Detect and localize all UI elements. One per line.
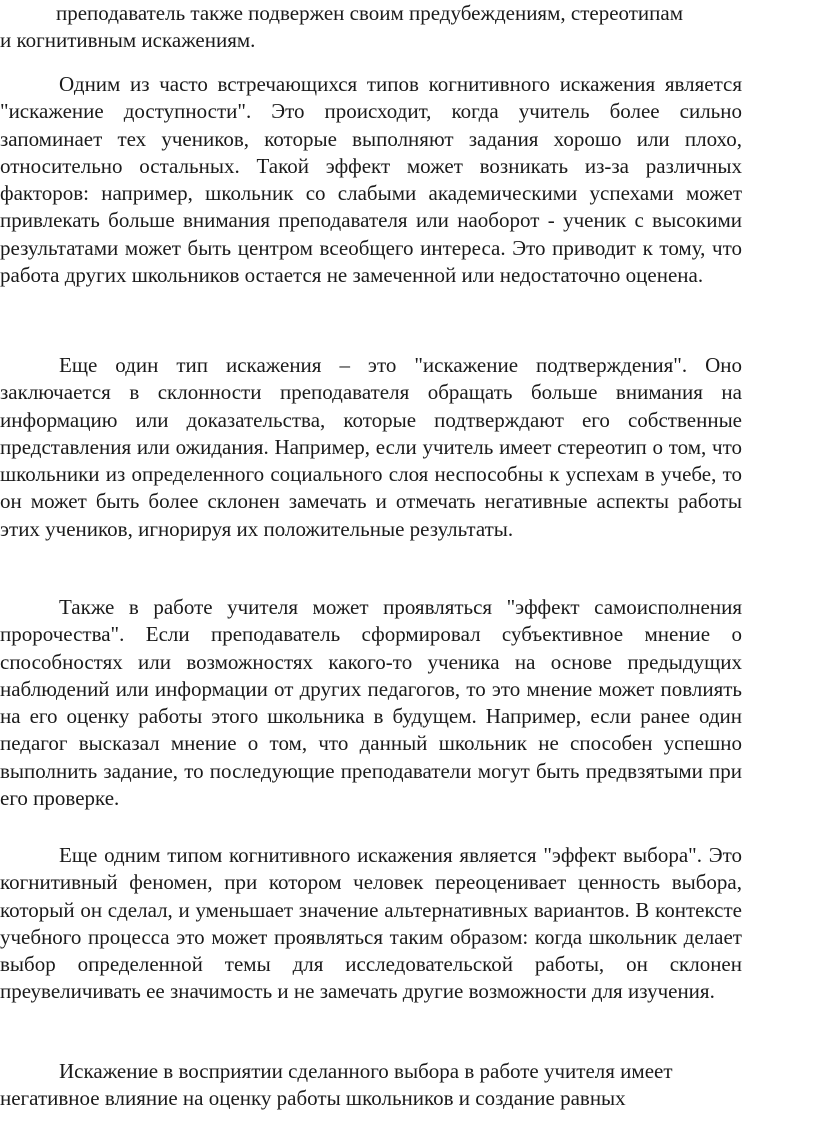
paragraph-self-fulfilling-prophecy: Также в работе учителя может проявляться "эффект самоисполнения пророчества". Если преподаватель сформировал субъективное мнение о способностях или возможностях какого-то ученика на основе предыдущих наблюдений или информации от других педагогов, то это мнение может повлиять на его оценку работы этого школьника в будущем. Например, если ранее один педагог высказал мнение о том, что данный школьник не способен успешно выполнить задание, то последующие преподаватели могут быть предвзятыми при его проверке. <box>0 595 742 811</box>
paragraph-choice-effect: Еще одним типом когнитивного искажения является "эффект выбора". Это когнитивный феномен, при котором человек переоценивает ценность выбора, который он сделал, и уменьшает значение альтернативных вариантов. В контексте учебного процесса это может проявляться таким образом: когда школьник делает выбор определенной темы для исследовательской работы, он склонен преувеличивать ее значимость и не замечать другие возможности для изучения. <box>0 843 742 1004</box>
paragraph-choice-distortion: Искажение в восприятии сделанного выбора в работе учителя имеет негативное влияние на оценку работы школьников и создание равных <box>0 1059 673 1111</box>
paragraph-continuation <box>0 0 742 55</box>
text-line: преподаватель также подвержен своим предубеждениям, стереотипам <box>56 1 684 25</box>
text-line: и когнитивным искажениям. <box>0 28 256 53</box>
paragraph-availability-bias: Одним из часто встречающихся типов когнитивного искажения является "искажение доступности". Это происходит, когда учитель более сильно запоминает тех учеников, которые выполняют задания хорошо или плохо, относительно остальных. Такой эффект может возникать из-за различных факторов: например, школьник со слабыми академическими успехами может привлекать больше внимания преподавателя или наоборот - ученик с высокими результатами может быть центром всеобщего интереса. Это приводит к тому, что работа других школьников остается не замеченной или недостаточно оценена. <box>0 72 742 288</box>
paragraph-confirmation-bias: Еще один тип искажения – это "искажение подтверждения". Оно заключается в склонности преподавателя обращать больше внимания на информацию или доказательства, которые подтверждают его собственные представления или ожидания. Например, если учитель имеет стереотип о том, что школьники из определенного социального слоя неспособны к успехам в учебе, то он может быть более склонен замечать и отмечать негативные аспекты работы этих учеников, игнорируя их положительные результаты. <box>0 353 742 541</box>
